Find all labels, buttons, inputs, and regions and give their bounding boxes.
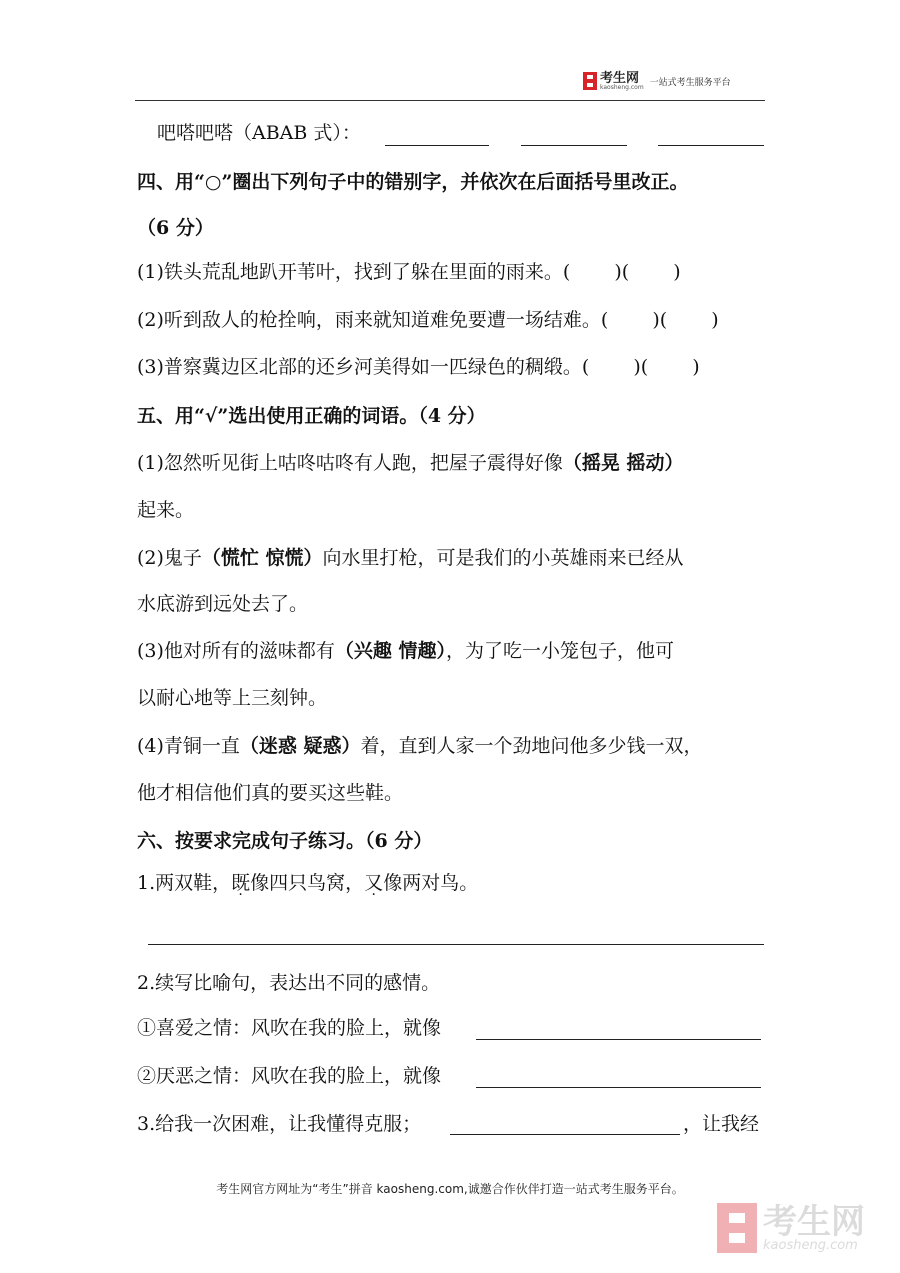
header-slogan: 一站式考生服务平台 (649, 77, 731, 88)
q5-item-4-cont: 他才相信他们真的要买这些鞋。 (137, 782, 404, 804)
watermark (717, 1203, 865, 1253)
q4-item-3-text: (3)普察冀边区北部的还乡河美得如一匹绿色的稠缎。 (137, 356, 582, 378)
q5-item-1-cont: 起来。 (137, 499, 195, 521)
q3-blank-1[interactable] (385, 125, 489, 146)
q5-item-1: (1)忽然听见街上咕咚咕咚有人跑，把屋子震得好像（摇晃 摇动） (137, 452, 684, 474)
q6-sentence-2-1: ①喜爱之情：风吹在我的脸上，就像 (137, 1017, 442, 1039)
q5-item-1-options[interactable]: （摇晃 摇动） (562, 452, 684, 474)
header-divider (135, 100, 765, 101)
q4-item-2-text: (2)听到敌人的枪拴响，雨来就知道难免要遭一场结难。 (137, 309, 601, 331)
q5-item-2: (2)鬼子（慌忙 惊慌）向水里打枪，可是我们的小英雄雨来已经从 (137, 547, 684, 569)
watermark-en: kaosheng.com (763, 1237, 858, 1253)
q4-item-3: (3)普察冀边区北部的还乡河美得如一匹绿色的稠缎。( )( ) (137, 356, 700, 378)
q5-item-3: (3)他对所有的滋味都有（兴趣 情趣），为了吃一小笼包子，他可 (137, 640, 675, 662)
q6-answer-line-1[interactable] (148, 944, 764, 945)
q6-sentence-1: 1.两双鞋，既像四只鸟窝，又像两对鸟。 (137, 872, 479, 894)
q6-sentence-3: 3.给我一次困难，让我懂得克服； (137, 1113, 422, 1135)
q5-item-4: (4)青铜一直（迷惑 疑惑）着，直到人家一个劲地问他多少钱一双， (137, 735, 703, 757)
q5-item-3-options[interactable]: （兴趣 情趣） (334, 640, 447, 662)
logo-brand (600, 72, 644, 91)
q5-item-2-options[interactable]: （慌忙 惊慌） (201, 547, 323, 569)
q6-emphasis-you: 又 (364, 872, 384, 894)
q6-answer-line-2-1[interactable] (476, 1039, 761, 1040)
q6-sentence-2: 2.续写比喻句，表达出不同的感情。 (137, 972, 441, 994)
watermark-cn: 考生网 (763, 1201, 865, 1242)
q5-item-2-cont: 水底游到远处去了。 (137, 593, 309, 615)
q5-item-4-options[interactable]: （迷惑 疑惑） (239, 735, 361, 757)
q4-score: （6 分） (137, 217, 214, 239)
q6-answer-line-2-2[interactable] (476, 1087, 761, 1088)
q4-item-2: (2)听到敌人的枪拴响，雨来就知道难免要遭一场结难。( )( ) (137, 309, 719, 331)
header-logo (583, 70, 731, 92)
q5-item-3-cont: 以耐心地等上三刻钟。 (137, 687, 328, 709)
q4-item-1: (1)铁头荒乱地趴开苇叶，找到了躲在里面的雨来。( )( ) (137, 261, 681, 283)
q6-emphasis-ji: 既 (231, 872, 251, 894)
q3-blank-2[interactable] (521, 125, 627, 146)
q6-title: 六、按要求完成句子练习。（6 分） (137, 830, 433, 852)
watermark-mark-icon (717, 1203, 757, 1253)
logo-brand-cn: 考生网 (600, 70, 640, 86)
q3-abab-line (157, 120, 361, 146)
q6-sentence-3-tail: ，让我经 (683, 1113, 760, 1135)
q3-abab-label: 吧嗒吧嗒（ABAB 式）： (157, 122, 361, 144)
logo-brand-en: kaosheng.com (600, 83, 644, 91)
q4-item-1-text: (1)铁头荒乱地趴开苇叶，找到了躲在里面的雨来。 (137, 261, 563, 283)
logo-mark-icon (583, 72, 597, 90)
q5-title: 五、用“√”选出使用正确的词语。（4 分） (137, 405, 486, 427)
q6-sentence-2-2: ②厌恶之情：风吹在我的脸上，就像 (137, 1065, 442, 1087)
q4-title: 四、用“○”圈出下列句子中的错别字，并依次在后面括号里改正。 (137, 171, 689, 193)
q6-answer-line-3[interactable] (450, 1134, 680, 1135)
q3-blank-3[interactable] (658, 125, 764, 146)
footer-note: 考生网官方网址为“考生”拼音 kaosheng.com,诚邀合作伙伴打造一站式考生服务平台。 (216, 1182, 684, 1196)
